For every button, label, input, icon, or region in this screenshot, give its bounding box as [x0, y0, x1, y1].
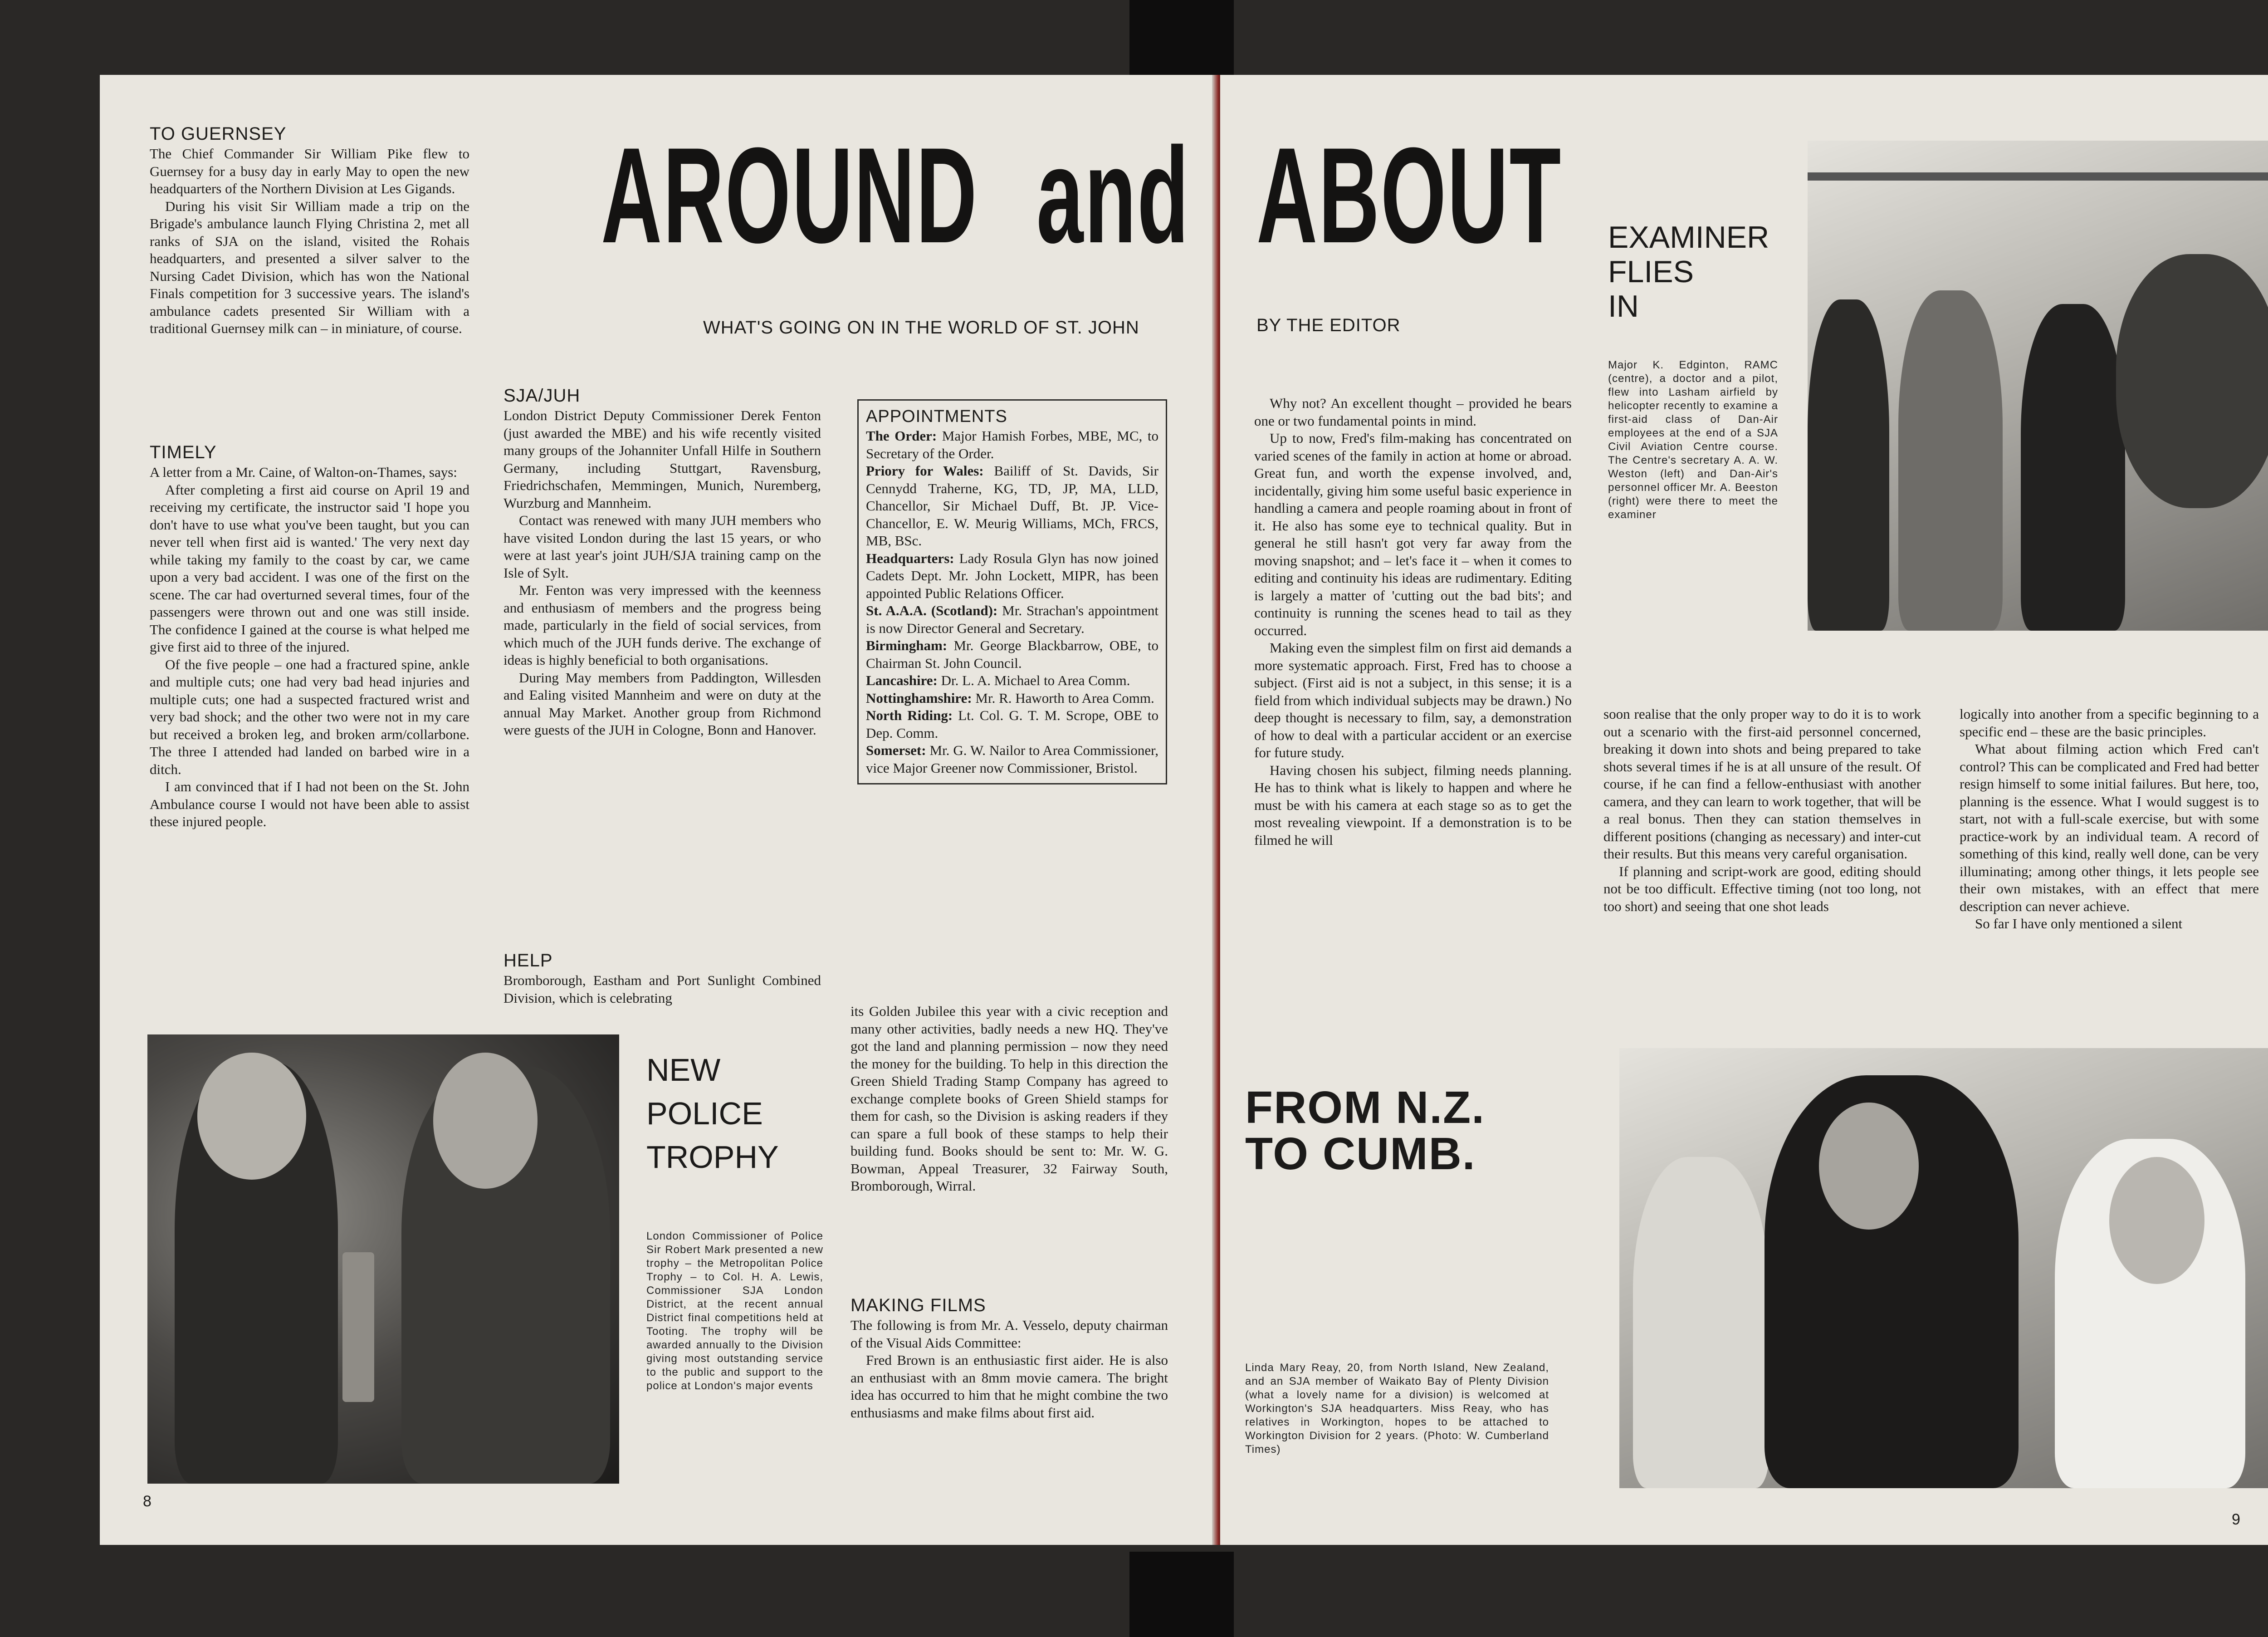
editor-column-2: [1603, 706, 1921, 915]
photo-face-left: [197, 1053, 306, 1180]
sja-juh-article: [503, 386, 821, 739]
appointment-key: The Order:: [866, 428, 937, 444]
photo-helicopter: [2116, 254, 2268, 508]
page-number-left: 8: [143, 1493, 152, 1510]
editor-c3-p3: So far I have only mentioned a silent: [1975, 916, 2183, 931]
photo-face-reay: [2109, 1157, 2204, 1284]
guernsey-p2: During his visit Sir William made a trip on the Brigade's ambulance launch Flying Christina 2, met all ranks of SJA on the island, visited the Rohais headquarters, and presented a silver salver to the Nursing Cadet Division, which has won the National Finals competition for 3 successive years. The island's ambulance cadets presented Sir William with a traditional Guernsey milk can – in miniature, of course.: [150, 198, 469, 336]
timely-p1: A letter from a Mr. Caine, of Walton-on-Thames, says:: [150, 464, 457, 480]
spine-top: [1129, 0, 1234, 77]
appointment-key: St. A.A.A. (Scotland):: [866, 603, 998, 618]
photo-rotor: [1808, 172, 2268, 181]
editor-column-3: [1960, 706, 2259, 933]
police-trophy-title-line3: TROPHY: [646, 1139, 779, 1175]
appointment-value: Major Hamish Forbes, MBE, MC, to Secretary of the Order.: [866, 428, 1158, 461]
appointment-value: Lady Rosula Glyn has now joined Cadets Dept. Mr. John Lockett, MIPR, has been appointed Public Relations Officer.: [866, 550, 1158, 601]
nz-title-line1: FROM N.Z.: [1245, 1082, 1486, 1133]
help-continued: [850, 1003, 1168, 1195]
page-number-right: 9: [2232, 1511, 2240, 1528]
appointment-value: Mr. R. Haworth to Area Comm.: [972, 690, 1154, 706]
photo-figure-edginton: [1898, 290, 2003, 631]
appointment-key: Somerset:: [866, 742, 926, 758]
photo-face-right: [433, 1053, 538, 1189]
photo-figure-weston: [1808, 299, 1889, 631]
sja-juh-p3: Mr. Fenton was very impressed with the keenness and enthusiasm of members and the progress being made, particularly in the field of social services, from which much of the JUH funds derive. The exchange of ideas is highly beneficial to both organisations.: [503, 582, 821, 668]
editor-c1-p1: Why not? An excellent thought – provided he bears one or two fundamental points in mind.: [1254, 395, 1572, 429]
appointment-item: [866, 550, 1158, 603]
headline-about: ABOUT: [1256, 119, 1562, 271]
editor-c2-p2: If planning and script-work are good, editing should not be too difficult. Effective timing (not too long, not too short) and seeing that one shot leads: [1603, 863, 1921, 914]
appointment-item: [866, 602, 1158, 637]
nz-photo: [1619, 1048, 2268, 1488]
photo-figure-beeston: [2021, 304, 2125, 631]
appointment-value: Lt. Col. G. T. M. Scrope, OBE to Dep. Comm.: [866, 707, 1158, 741]
headline-around: AROUND: [601, 119, 978, 271]
appointment-item: [866, 637, 1158, 672]
headline-and: and: [1036, 119, 1190, 271]
help-heading: HELP: [503, 951, 553, 970]
timely-heading: TIMELY: [150, 442, 217, 462]
police-trophy-title-line2: POLICE: [646, 1096, 763, 1131]
appointment-value: Dr. L. A. Michael to Area Comm.: [937, 672, 1130, 688]
appointment-key: Priory for Wales:: [866, 463, 984, 479]
sja-juh-heading: SJA/JUH: [503, 386, 581, 406]
photo-face-officer: [1819, 1103, 1919, 1230]
examiner-photo: [1808, 141, 2268, 631]
appointment-item: [866, 707, 1158, 742]
appointment-value: Mr. G. W. Nailor to Area Commissioner, vice Major Greener now Commissioner, Bristol.: [866, 742, 1158, 776]
police-trophy-photo: [147, 1034, 619, 1484]
editor-c1-p2: Up to now, Fred's film-making has concentrated on varied scenes of the family in action at home or abroad. Great fun, and worth the expense involved, and, incidentally, giving him some useful basic experience in handling a camera and people roaming about in front of it. He also has some eye to technical quality. But in general he still hasn't got very far away from the moving snapshot; and – let's face it – when it comes to editing and continuity his ideas are rudimentary. Editing is largely a matter of 'cutting out the bad bits'; and continuity is running the scenes head to tail as they occurred.: [1254, 430, 1572, 638]
appointment-key: North Riding:: [866, 707, 953, 723]
photo-figure-nurse: [1633, 1157, 1769, 1488]
appointments-heading: APPOINTMENTS: [866, 407, 1007, 426]
timely-p3: Of the five people – one had a fractured spine, ankle and multiple cuts; one had very bad head injuries and multiple cuts; one had a suspected fractured wrist and very bad shock; and the other two were not in my care but received a broken leg, and broken arm/collarbone. The three I attended had landed on barbed wire in a ditch.: [150, 656, 469, 777]
appointment-item: [866, 742, 1158, 777]
appointment-key: Lancashire:: [866, 672, 938, 688]
editor-c3-p2: What about filming action which Fred can't control? This can be complicated and Fred had better resign himself to some initial failures. But here, too, planning is the essence. What I would suggest is to start, not with a full-scale exercise, but with some practice-work by an individual team. A record of something of this kind, really well done, can be very illuminating; among other things, it lets people see their own mistakes, with an effect that mere description can never achieve.: [1960, 741, 2259, 914]
editor-c1-p4: Having chosen his subject, filming needs planning. He has to think what is likely to happen and where he must be with his camera at each stage so as to get the most revealing viewpoint. If a demonstration is to be filmed he will: [1254, 762, 1572, 848]
appointment-value: Mr. George Blackbarrow, OBE, to Chairman St. John Council.: [866, 637, 1158, 671]
appointments-box: [857, 399, 1167, 784]
help-article: [503, 951, 821, 1007]
appointment-key: Headquarters:: [866, 550, 954, 566]
appointments-list: [866, 427, 1158, 777]
making-films-p1: The following is from Mr. A. Vesselo, deputy chairman of the Visual Aids Committee:: [850, 1317, 1168, 1351]
guernsey-article: [150, 124, 469, 338]
examiner-caption: Major K. Edginton, RAMC (centre), a doctor and a pilot, flew into Lasham airfield by helicopter recently to examine a first-aid class of Dan-Air employees at the end of a SJA Civil Aviation Centre course. The Centre's secretary A. A. W. Weston (left) and Dan-Air's personnel officer Mr. A. Beeston (right) were there to meet the examiner: [1608, 359, 1778, 521]
appointment-key: Birmingham:: [866, 637, 948, 653]
appointment-item: [866, 690, 1158, 707]
sja-juh-p1: London District Deputy Commissioner Derek Fenton (just awarded the MBE) and his wife recently visited many groups of the Johanniter Unfall Hilfe in Southern Germany, including Stuttgart, Ravensburg, Friedrichschafen, Memmingen, Munich, Nuremberg, Wurzburg and Mannheim.: [503, 407, 821, 511]
appointment-item: [866, 427, 1158, 462]
examiner-title-line3: IN: [1608, 289, 1639, 323]
timely-p4: I am convinced that if I had not been on the St. John Ambulance course I would not have been able to assist these injured people.: [150, 779, 469, 829]
timely-article: [150, 442, 469, 831]
nz-title-line2: TO CUMB.: [1245, 1128, 1476, 1179]
help-p1-continued: its Golden Jubilee this year with a civic reception and many other activities, badly needs a new HQ. They've got the land and planning permission – now they need the money for the building. To help in this direction the Green Shield Trading Stamp Company has agreed to exchange complete books of Green Shield stamps for them for cash, so the Division is asking readers if they can spare a full book of these stamps to help their building fund. Books should be sent to: Mr. W. G. Bowman, Appeal Treasurer, 32 Fairway South, Bromborough, Wirral.: [850, 1003, 1168, 1194]
guernsey-heading: TO GUERNSEY: [150, 124, 287, 144]
guernsey-p1: The Chief Commander Sir William Pike flew to Guernsey for a busy day in early May to open the new headquarters of the Northern Division at Les Gigands.: [150, 146, 469, 196]
left-page: [100, 75, 1220, 1545]
making-films-p2: Fred Brown is an enthusiastic first aider. He is also an enthusiast with an 8mm movie camera. The bright idea has occurred to him that he might combine the two enthusiasms and make films about first aid.: [850, 1352, 1168, 1421]
appointment-key: Nottinghamshire:: [866, 690, 972, 706]
help-p1: Bromborough, Eastham and Port Sunlight Combined Division, which is celebrating: [503, 972, 821, 1006]
timely-p2: After completing a first aid course on April 19 and receiving my certificate, the instructor said 'I hope you don't have to use what you've been taught, but you can never tell when first aid is wanted.' The very next day while taking my family to the coast by car, we came upon a very bad accident. I was one of the first on the scene. The car had overturned several times, four of the passengers were thrown out and one was still inside. The confidence I gained at the course is what helped me give first aid to three of the injured.: [150, 481, 469, 655]
trophy-figure: [342, 1252, 374, 1402]
making-films-heading: MAKING FILMS: [850, 1295, 986, 1315]
subhead-left: WHAT'S GOING ON IN THE WORLD OF ST. JOHN: [703, 318, 1139, 338]
police-trophy-title-line1: NEW: [646, 1052, 721, 1088]
appointment-value: Mr. Strachan's appointment is now Director General and Secretary.: [866, 603, 1158, 636]
appointment-item: [866, 672, 1158, 690]
examiner-title-line1: EXAMINER: [1608, 220, 1769, 255]
spine-bottom: [1129, 1552, 1234, 1637]
right-page: [1220, 75, 2268, 1545]
editor-c3-p1: logically into another from a specific beginning to a specific end – these are the basic principles.: [1960, 706, 2259, 740]
editor-c2-p1: soon realise that the only proper way to do it is to work out a scenario with the first-aid personnel concerned, breaking it down into shots and being prepared to take shots several times if he is at all unsure of the result. Of course, if he can find a fellow-enthusiast with another camera, and they can learn to work together, that will be a real bonus. Then they can station themselves in different positions (changing as necessary) and inter-cut their results. But this means very careful organisation.: [1603, 706, 1921, 862]
editor-c1-p3: Making even the simplest film on first aid demands a more systematic approach. First, Fred has to choose a subject. (First aid is not a subject, in this sense; it is a field from which individual subjects may be drawn.) No deep thought is necessary to film, say, a demonstration of how to deal with a particular accident or an exercise for future study.: [1254, 640, 1572, 760]
appointment-item: [866, 462, 1158, 550]
subhead-right: BY THE EDITOR: [1256, 315, 1401, 335]
police-trophy-title: [646, 1048, 779, 1179]
sja-juh-p2: Contact was renewed with many JUH members who have visited London during the last 15 years, or who were at last year's joint JUH/SJA training camp on the Isle of Sylt.: [503, 512, 821, 581]
nz-caption: Linda Mary Reay, 20, from North Island, New Zealand, and an SJA member of Waikato Bay of Plenty Division (what a lovely name for a division) is welcomed at Workington's SJA headquarters. Miss Reay, who has relatives in Workington, hopes to be attached to Workington Division for 2 years. (Photo: W. Cumberland Times): [1245, 1362, 1549, 1456]
editor-column-1: [1254, 395, 1572, 849]
nz-title: [1245, 1084, 1485, 1177]
appointment-value: Bailiff of St. Davids, Sir Cennydd Traherne, KG, TD, JP, MA, LLD, Chancellor, Sir Michael Duff, Bt. JP. Vice-Chancellor, E. W. Meurig Williams, MCh, FRCS, MB, BSc.: [866, 463, 1158, 549]
sja-juh-p4: During May members from Paddington, Willesden and Ealing visited Mannheim and were on duty at the annual May Market. Another group from Richmond were guests of the JUH in Cologne, Bonn and Hanover.: [503, 669, 821, 738]
police-trophy-caption: London Commissioner of Police Sir Robert Mark presented a new trophy – the Metropolitan Police Trophy – to Col. H. A. Lewis, Commissioner SJA London District, at the recent annual District final competitions held at Tooting. The trophy will be awarded annually to the Division giving most outstanding service to the public and support to the police at London's major events: [646, 1230, 823, 1392]
making-films-article: [850, 1295, 1168, 1421]
examiner-title-line2: FLIES: [1608, 255, 1694, 289]
examiner-title: [1608, 220, 1769, 323]
